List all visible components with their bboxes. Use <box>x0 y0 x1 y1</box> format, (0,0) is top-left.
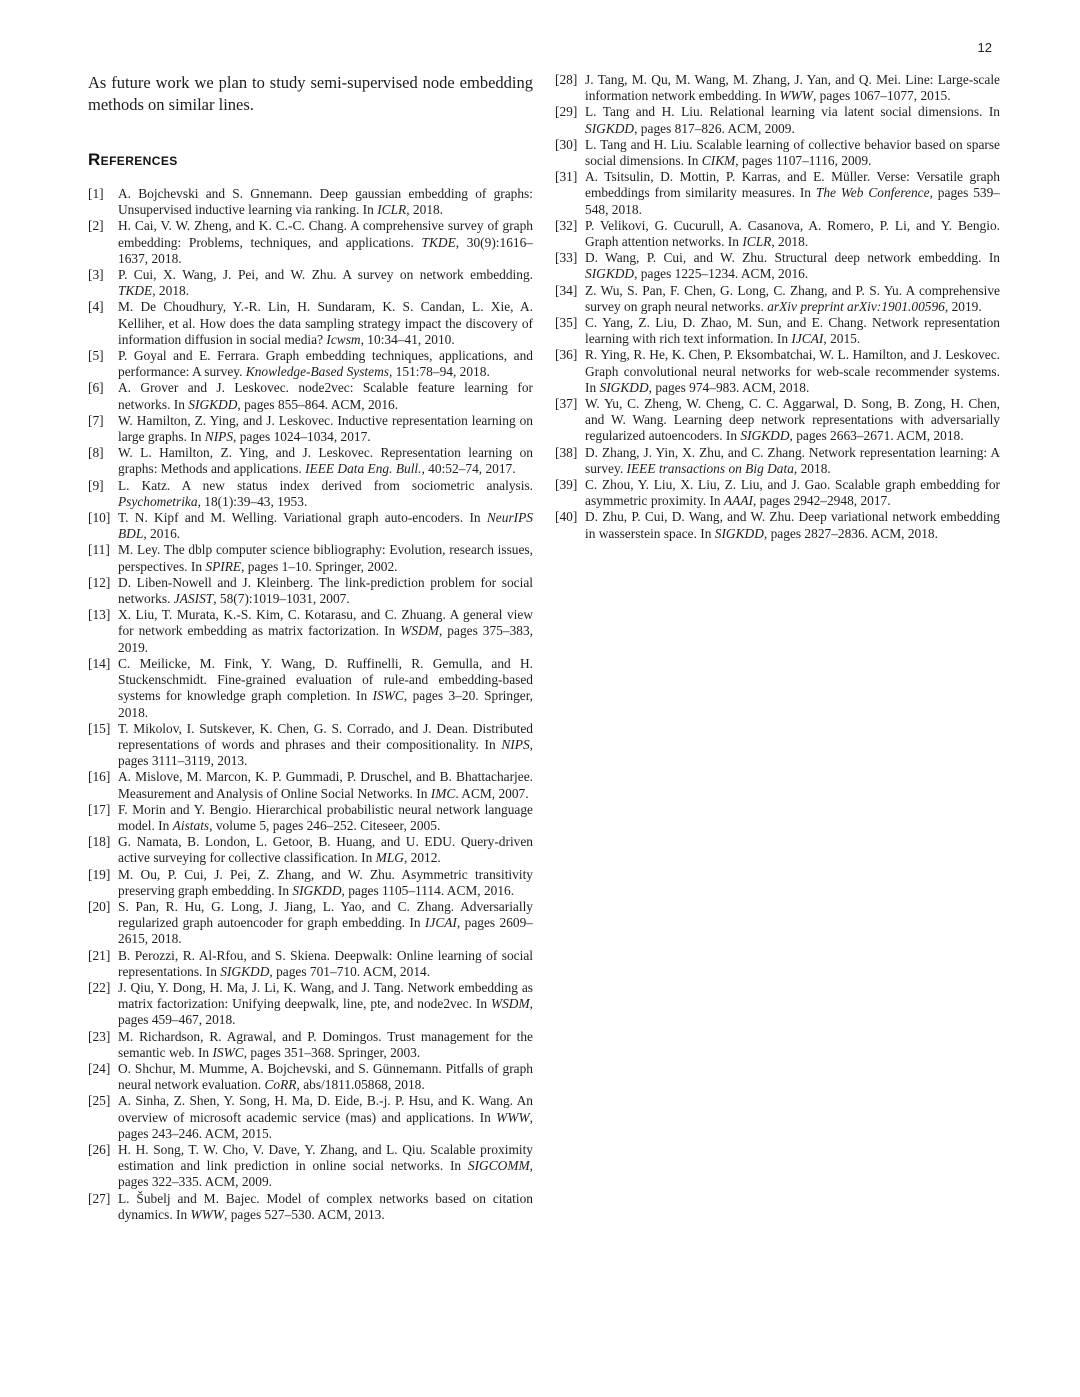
reference-item <box>88 899 533 948</box>
reference-item <box>88 478 533 510</box>
reference-text: D. Liben-Nowell and J. Kleinberg. The link-prediction problem for social networks. JASIST, 58(7):1019–1031, 2007. <box>118 574 533 607</box>
reference-text: F. Morin and Y. Bengio. Hierarchical probabilistic neural network language model. In Aistats, volume 5, pages 246–252. Citeseer, 2005. <box>118 801 533 833</box>
reference-item <box>88 948 533 980</box>
reference-label: [28] <box>555 72 578 87</box>
reference-label: [14] <box>88 655 111 671</box>
reference-text: T. Mikolov, I. Sutskever, K. Chen, G. S. Corrado, and J. Dean. Distributed representations of words and phrases and their compositionality. In NIPS, pages 3111–3119, 2013. <box>118 720 533 769</box>
reference-label: [23] <box>88 1028 111 1044</box>
refs-left <box>88 186 533 1223</box>
reference-label: [35] <box>555 315 578 331</box>
reference-item <box>88 510 533 542</box>
reference-text: A. Mislove, M. Marcon, K. P. Gummadi, P. Druschel, and B. Bhattacharjee. Measurement and Analysis of Online Social Networks. In IMC. ACM, 2007. <box>118 769 533 801</box>
reference-label: [24] <box>88 1060 111 1076</box>
reference-text: C. Yang, Z. Liu, D. Zhao, M. Sun, and E. Chang. Network representation learning with rich text information. In IJCAI, 2015. <box>585 315 1000 347</box>
reference-item <box>88 721 533 770</box>
reference-item <box>555 445 1000 477</box>
reference-text: C. Zhou, Y. Liu, X. Liu, Z. Liu, and J. Gao. Scalable graph embedding for asymmetric proximity. In AAAI, pages 2942–2948, 2017. <box>585 477 1000 509</box>
reference-text: S. Pan, R. Hu, G. Long, J. Jiang, L. Yao, and C. Zhang. Adversarially regularized graph autoencoder for graph embedding. In IJCAI, pages 2609–2615, 2018. <box>118 898 533 947</box>
reference-label: [38] <box>555 444 578 460</box>
reference-label: [5] <box>88 348 104 364</box>
reference-text: L. Tang and H. Liu. Relational learning via latent social dimensions. In SIGKDD, pages 817–826. ACM, 2009. <box>585 104 1000 136</box>
reference-item <box>555 72 1000 104</box>
reference-text: A. Grover and J. Leskovec. node2vec: Scalable feature learning for networks. In SIGKDD, pages 855–864. ACM, 2016. <box>118 380 533 412</box>
reference-item <box>555 283 1000 315</box>
reference-item <box>555 396 1000 445</box>
reference-item <box>88 1093 533 1142</box>
reference-label: [29] <box>555 104 578 120</box>
reference-text: A. Sinha, Z. Shen, Y. Song, H. Ma, D. Eide, B.-j. P. Hsu, and K. Wang. An overview of microsoft academic service (mas) and applications. In WWW, pages 243–246. ACM, 2015. <box>118 1093 533 1141</box>
reference-label: [18] <box>88 834 111 850</box>
reference-item <box>555 509 1000 541</box>
reference-label: [6] <box>88 380 104 396</box>
reference-item <box>555 104 1000 136</box>
reference-label: [31] <box>555 169 578 185</box>
reference-label: [34] <box>555 282 578 298</box>
left-column <box>88 72 533 1223</box>
reference-item <box>88 445 533 477</box>
reference-label: [4] <box>88 299 104 315</box>
reference-label: [33] <box>555 250 578 266</box>
reference-text: W. L. Hamilton, Z. Ying, and J. Leskovec. Representation learning on graphs: Methods and applications. IEEE Data Eng. Bull., 40:52–74, 2017. <box>118 445 533 477</box>
reference-text: D. Wang, P. Cui, and W. Zhu. Structural deep network embedding. In SIGKDD, pages 1225–1234. ACM, 2016. <box>585 250 1000 282</box>
reference-item <box>88 769 533 801</box>
reference-text: O. Shchur, M. Mumme, A. Bojchevski, and S. Günnemann. Pitfalls of graph neural network evaluation. CoRR, abs/1811.05868, 2018. <box>118 1060 533 1093</box>
reference-text: L. Katz. A new status index derived from sociometric analysis. Psychometrika, 18(1):39–43, 1953. <box>118 477 533 509</box>
reference-item <box>88 1142 533 1191</box>
reference-item <box>88 802 533 834</box>
reference-item <box>88 867 533 899</box>
reference-item <box>555 218 1000 250</box>
right-column <box>555 72 1000 1223</box>
reference-item <box>88 656 533 721</box>
reference-label: [8] <box>88 445 104 461</box>
reference-text: M. Ou, P. Cui, J. Pei, Z. Zhang, and W. Zhu. Asymmetric transitivity preserving graph embedding. In SIGKDD, pages 1105–1114. ACM, 2016. <box>118 866 533 898</box>
reference-label: [9] <box>88 477 104 493</box>
reference-text: P. Cui, X. Wang, J. Pei, and W. Zhu. A survey on network embedding. TKDE, 2018. <box>118 267 533 299</box>
reference-item <box>555 477 1000 509</box>
page-number: 12 <box>977 40 992 55</box>
reference-label: [30] <box>555 136 578 152</box>
reference-text: P. Velikovi, G. Cucurull, A. Casanova, A. Romero, P. Li, and Y. Bengio. Graph attention networks. In ICLR, 2018. <box>585 217 1000 250</box>
reference-text: H. Cai, V. W. Zheng, and K. C.-C. Chang. A comprehensive survey of graph embedding: Problems, techniques, and applications. TKDE, 30(9):1616–1637, 2018. <box>118 218 533 266</box>
reference-label: [26] <box>88 1141 111 1157</box>
reference-label: [36] <box>555 347 578 363</box>
reference-label: [20] <box>88 898 111 914</box>
reference-item <box>555 315 1000 347</box>
reference-item <box>88 186 533 218</box>
reference-text: M. Ley. The dblp computer science bibliography: Evolution, research issues, perspectives. In SPIRE, pages 1–10. Springer, 2002. <box>118 542 533 574</box>
reference-item <box>88 348 533 380</box>
reference-item <box>88 267 533 299</box>
reference-text: L. Tang and H. Liu. Scalable learning of collective behavior based on sparse social dimensions. In CIKM, pages 1107–1116, 2009. <box>585 136 1000 169</box>
reference-label: [12] <box>88 574 111 590</box>
reference-label: [16] <box>88 769 111 785</box>
reference-label: [21] <box>88 947 111 963</box>
reference-item <box>555 137 1000 169</box>
reference-item <box>88 980 533 1029</box>
reference-text: A. Tsitsulin, D. Mottin, P. Karras, and E. Müller. Verse: Versatile graph embeddings from similarity measures. In The Web Conference, pages 539–548, 2018. <box>585 169 1000 217</box>
reference-text: J. Tang, M. Qu, M. Wang, M. Zhang, J. Yan, and Q. Mei. Line: Large-scale information network embedding. In WWW, pages 1067–1077, 2015. <box>585 72 1000 104</box>
reference-item <box>88 413 533 445</box>
reference-item <box>88 1191 533 1223</box>
reference-label: [13] <box>88 607 111 623</box>
reference-text: M. Richardson, R. Agrawal, and P. Domingos. Trust management for the semantic web. In ISWC, pages 351–368. Springer, 2003. <box>118 1028 533 1060</box>
reference-label: [32] <box>555 217 578 233</box>
reference-label: [27] <box>88 1190 111 1206</box>
reference-text: G. Namata, B. London, L. Getoor, B. Huang, and U. EDU. Query-driven active surveying for collective classification. In MLG, 2012. <box>118 834 533 866</box>
reference-item <box>88 299 533 348</box>
reference-label: [3] <box>88 267 104 283</box>
reference-label: [19] <box>88 866 111 882</box>
two-column-layout <box>88 72 1000 1223</box>
reference-item <box>88 607 533 656</box>
reference-item <box>88 575 533 607</box>
reference-text: H. H. Song, T. W. Cho, V. Dave, Y. Zhang, and L. Qiu. Scalable proximity estimation and link prediction in online social networks. In SIGCOMM, pages 322–335. ACM, 2009. <box>118 1141 533 1190</box>
reference-text: Z. Wu, S. Pan, F. Chen, G. Long, C. Zhang, and P. S. Yu. A comprehensive survey on graph neural networks. arXiv preprint arXiv:1901.00596, 2019. <box>585 282 1000 314</box>
reference-item <box>555 250 1000 282</box>
reference-item <box>88 218 533 267</box>
reference-label: [11] <box>88 542 110 558</box>
reference-item <box>555 169 1000 218</box>
reference-label: [2] <box>88 218 104 234</box>
reference-item <box>88 834 533 866</box>
reference-label: [40] <box>555 509 578 525</box>
reference-label: [1] <box>88 186 104 201</box>
reference-text: W. Yu, C. Zheng, W. Cheng, C. C. Aggarwal, D. Song, B. Zong, H. Chen, and W. Wang. Learning deep network representations with adversarially regularized autoencoders. In SIGKDD, pages 2663–2671. ACM, 2018. <box>585 396 1000 444</box>
reference-label: [39] <box>555 477 578 493</box>
reference-text: D. Zhang, J. Yin, X. Zhu, and C. Zhang. Network representation learning: A survey. IEEE transactions on Big Data, 2018. <box>585 444 1000 476</box>
reference-item <box>555 347 1000 396</box>
reference-text: W. Hamilton, Z. Ying, and J. Leskovec. Inductive representation learning on large graphs. In NIPS, pages 1024–1034, 2017. <box>118 412 533 445</box>
reference-text: B. Perozzi, R. Al-Rfou, and S. Skiena. Deepwalk: Online learning of social representations. In SIGKDD, pages 701–710. ACM, 2014. <box>118 947 533 979</box>
body-paragraph: As future work we plan to study semi-supervised node embedding methods on similar lines. <box>88 73 533 114</box>
reference-text: R. Ying, R. He, K. Chen, P. Eksombatchai, W. L. Hamilton, and J. Leskovec. Graph convolutional neural networks for web-scale recommender systems. In SIGKDD, pages 974–983. ACM, 2018. <box>585 347 1000 395</box>
reference-label: [7] <box>88 412 104 428</box>
reference-label: [15] <box>88 720 111 736</box>
reference-text: A. Bojchevski and S. Gnnemann. Deep gaussian embedding of graphs: Unsupervised inductive learning via ranking. In ICLR, 2018. <box>118 186 533 218</box>
reference-label: [10] <box>88 510 111 526</box>
refs-right <box>555 72 1000 542</box>
reference-text: X. Liu, T. Murata, K.-S. Kim, C. Kotarasu, and C. Zhuang. A general view for network embedding as matrix factorization. In WSDM, pages 375–383, 2019. <box>118 607 534 655</box>
reference-text: C. Meilicke, M. Fink, Y. Wang, D. Ruffinelli, R. Gemulla, and H. Stuckenschmidt. Fine-grained evaluation of rule-and embedding-based systems for knowledge graph completion. In ISWC, pages 3–20. Springer, 2018. <box>118 655 533 720</box>
references-heading: References <box>88 150 178 169</box>
reference-item <box>88 1029 533 1061</box>
reference-label: [37] <box>555 396 578 412</box>
reference-item <box>88 380 533 412</box>
reference-label: [25] <box>88 1093 111 1109</box>
reference-text: L. Šubelj and M. Bajec. Model of complex networks based on citation dynamics. In WWW, pages 527–530. ACM, 2013. <box>118 1190 533 1222</box>
reference-item <box>88 542 533 574</box>
reference-label: [17] <box>88 801 111 817</box>
reference-text: M. De Choudhury, Y.-R. Lin, H. Sundaram, K. S. Candan, L. Xie, A. Kelliher, et al. How does the data sampling strategy impact the discovery of information diffusion in social media? Icwsm, 10:34–41, 2010. <box>118 299 533 347</box>
reference-item <box>88 1061 533 1093</box>
reference-text: J. Qiu, Y. Dong, H. Ma, J. Li, K. Wang, and J. Tang. Network embedding as matrix factorization: Unifying deepwalk, line, pte, and node2vec. In WSDM, pages 459–467, 2018. <box>118 979 533 1028</box>
reference-label: [22] <box>88 979 111 995</box>
reference-text: D. Zhu, P. Cui, D. Wang, and W. Zhu. Deep variational network embedding in wasserstein space. In SIGKDD, pages 2827–2836. ACM, 2018. <box>585 509 1000 541</box>
reference-text: T. N. Kipf and M. Welling. Variational graph auto-encoders. In NeurIPS BDL, 2016. <box>118 510 533 542</box>
reference-text: P. Goyal and E. Ferrara. Graph embedding techniques, applications, and performance: A survey. Knowledge-Based Systems, 151:78–94, 2018. <box>118 348 533 380</box>
